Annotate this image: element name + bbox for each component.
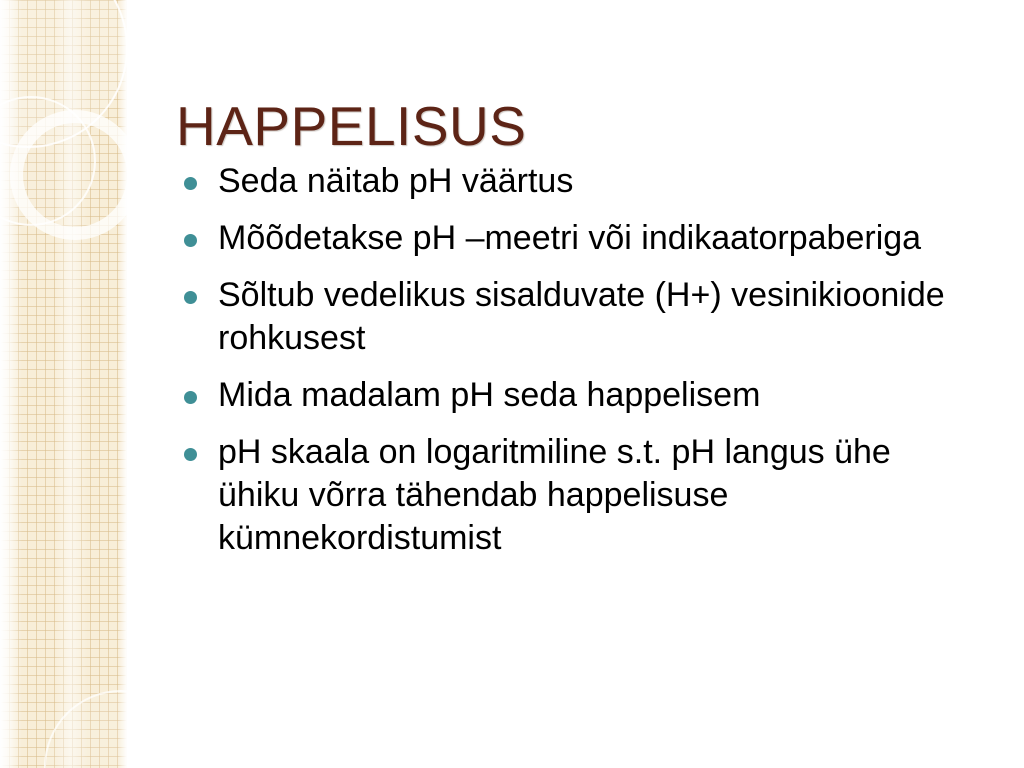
bullet-dot-icon bbox=[184, 448, 197, 461]
list-item bbox=[176, 274, 966, 360]
list-item-text: Mida madalam pH seda happelisem bbox=[218, 376, 761, 414]
list-item-text: Mõõdetakse pH –meetri või indikaatorpaberiga bbox=[218, 219, 922, 257]
bullet-dot-icon bbox=[184, 391, 197, 404]
list-item-text: Seda näitab pH väärtus bbox=[218, 162, 574, 200]
bullet-dot-icon bbox=[184, 177, 197, 190]
bullet-dot-icon bbox=[184, 234, 197, 247]
band-left-fade bbox=[0, 0, 22, 768]
list-item bbox=[176, 160, 966, 203]
list-item bbox=[176, 217, 966, 260]
bullet-list bbox=[176, 160, 966, 574]
decorative-ring-icon bbox=[10, 110, 128, 240]
list-item-text: pH skaala on logaritmiline s.t. pH langus ühe ühiku võrra tähendab happelisuse kümnekordistumist bbox=[218, 433, 891, 557]
band-right-edge bbox=[118, 0, 128, 768]
page-title: HAPPELISUS bbox=[176, 94, 527, 157]
list-item bbox=[176, 431, 966, 560]
list-item-text: Sõltub vedelikus sisalduvate (H+) vesinikioonide rohkusest bbox=[218, 276, 945, 357]
bullet-dot-icon bbox=[184, 291, 197, 304]
decorative-left-band bbox=[0, 0, 128, 768]
list-item bbox=[176, 374, 966, 417]
